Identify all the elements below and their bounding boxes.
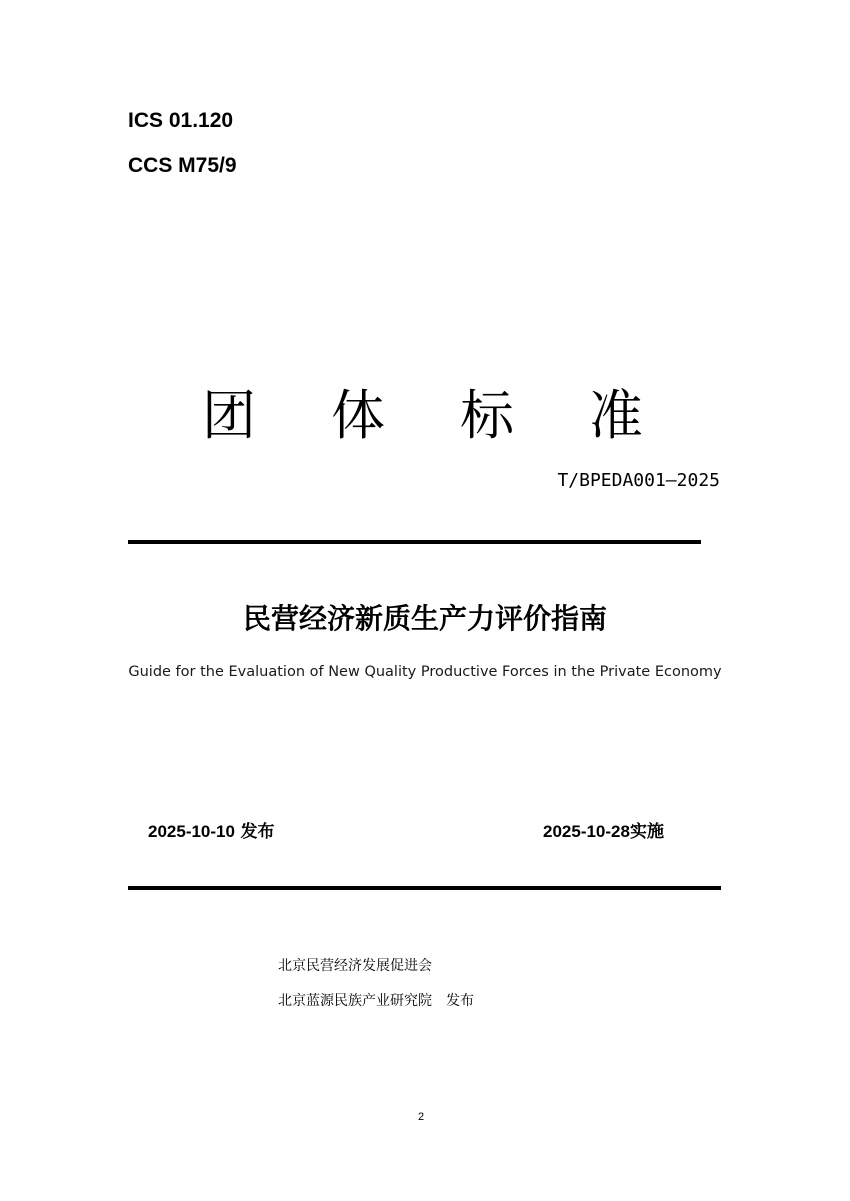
publish-label: 发布 [446, 993, 474, 1009]
issue-date: 2025-10-10 [148, 822, 235, 841]
issue-label: 发布 [240, 822, 275, 842]
effective-date-line [543, 820, 664, 844]
effective-label: 实施 [629, 822, 664, 842]
title-char: 准 [589, 384, 643, 447]
title-char: 团 [202, 384, 256, 447]
document-type-title [160, 381, 700, 451]
top-divider [128, 540, 701, 544]
publisher-2-line [278, 990, 474, 1012]
standard-number: T/BPEDA001—2025 [557, 470, 720, 491]
title-char: 标 [460, 384, 514, 447]
publisher-2: 北京蓝源民族产业研究院 [278, 993, 432, 1009]
english-title: Guide for the Evaluation of New Quality Productive Forces in the Private Economy [128, 664, 722, 680]
ccs-code: CCS M75/9 [128, 154, 237, 177]
page-number: 2 [417, 1111, 425, 1123]
bottom-divider [128, 886, 721, 890]
effective-date: 2025-10-28 [543, 822, 630, 841]
ics-code: ICS 01.120 [128, 109, 234, 132]
main-title: 民营经济新质生产力评价指南 [242, 602, 607, 635]
issue-date-line [148, 820, 275, 844]
publisher-1: 北京民营经济发展促进会 [278, 958, 432, 974]
title-char: 体 [331, 384, 385, 447]
